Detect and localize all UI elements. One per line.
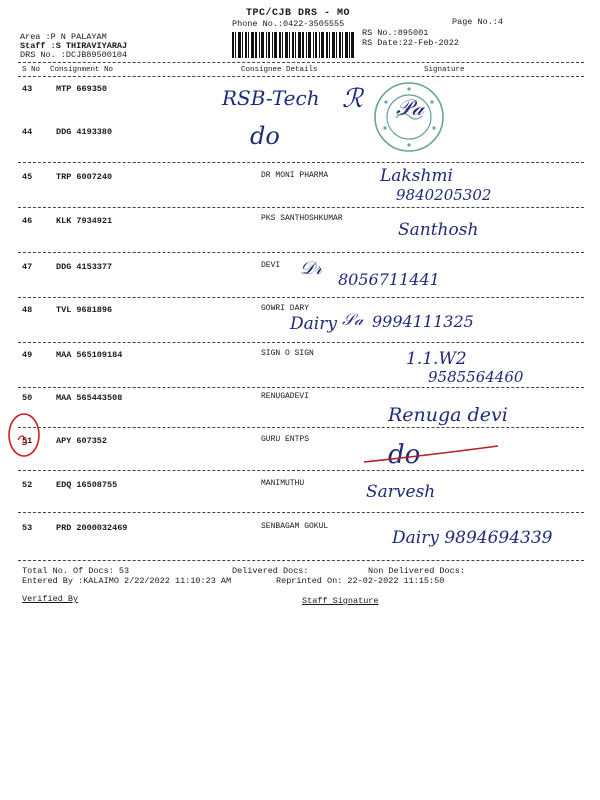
row-consignment: EDQ 16508755 xyxy=(56,480,118,490)
divider xyxy=(18,342,584,343)
row-consignment: TRP 6007240 xyxy=(56,172,113,182)
row-sno: 50 xyxy=(22,393,33,403)
row-sno: 47 xyxy=(22,262,33,272)
handwritten-phone: 8056711441 xyxy=(338,270,440,289)
rs-date: RS Date:22-Feb-2022 xyxy=(362,38,459,48)
total-docs: Total No. Of Docs: 53 xyxy=(22,566,130,576)
strike-mark xyxy=(362,440,502,470)
handwritten-phone: 9585564460 xyxy=(428,368,524,386)
row-consignment: MTP 669350 xyxy=(56,84,108,94)
row-sno: 44 xyxy=(22,127,33,137)
column-header-signature: Signature xyxy=(424,66,465,74)
divider xyxy=(18,162,584,163)
reprinted-on: Reprinted On: 22-02-2022 11:15:50 xyxy=(276,576,445,586)
red-circle-mark xyxy=(6,410,42,460)
column-header-consignment: Consignment No xyxy=(50,66,114,74)
column-header-sno: S No xyxy=(22,66,41,74)
staff-signature-label: Staff Signature xyxy=(302,596,379,606)
row-consignment: DDG 4193380 xyxy=(56,127,113,137)
entered-by: Entered By :KALAIMO 2/22/2022 11:10:23 AM xyxy=(22,576,232,586)
divider xyxy=(18,387,584,388)
row-consignee: SIGN O SIGN xyxy=(261,349,314,358)
row-consignee: MANIMUTHU xyxy=(261,479,305,488)
row-sno: 46 xyxy=(22,216,33,226)
column-header-consignee: Consignee Details xyxy=(241,66,318,74)
row-consignee: RENUGADEVI xyxy=(261,392,310,401)
divider xyxy=(18,207,584,208)
row-consignee: DEVI xyxy=(261,261,281,270)
handwritten-note: Dairy xyxy=(290,314,337,334)
rs-number: RS No.:895001 xyxy=(362,28,429,38)
delivered-docs: Delivered Docs: xyxy=(232,566,309,576)
handwritten-signature: Lakshmi xyxy=(380,166,453,186)
divider xyxy=(18,76,584,77)
divider xyxy=(18,470,584,471)
row-sno: 53 xyxy=(22,523,33,533)
row-consignment: DDG 4153377 xyxy=(56,262,113,272)
staff-label: Staff :S THIRAVIYARAJ xyxy=(20,41,128,51)
verified-by-label: Verified By xyxy=(22,594,79,604)
handwritten-note: RSB-Tech xyxy=(222,86,320,110)
non-delivered-docs: Non Delivered Docs: xyxy=(368,566,465,576)
divider xyxy=(18,252,584,253)
document-title: TPC/CJB DRS - MO xyxy=(246,8,351,19)
barcode-image xyxy=(232,32,354,58)
row-sno: 43 xyxy=(22,84,33,94)
handwritten-signature: Santhosh xyxy=(398,220,479,240)
row-consignee: SENBAGAM GOKUL xyxy=(261,522,329,531)
handwritten-phone: 9840205302 xyxy=(396,186,492,204)
handwritten-signature: ℛ xyxy=(342,84,363,114)
row-consignee: PKS SANTHOSHKUMAR xyxy=(261,214,343,223)
area-label: Area :P N PALAYAM xyxy=(20,32,107,42)
row-sno: 51 xyxy=(22,436,33,446)
drs-number: DRS No. :DCJB89500104 xyxy=(20,50,128,60)
divider xyxy=(18,297,584,298)
handwritten-signature: 𝒮𝒶 xyxy=(342,310,364,329)
handwritten-note: do xyxy=(250,122,280,150)
row-consignment: MAA 565109184 xyxy=(56,350,123,360)
row-sno: 49 xyxy=(22,350,33,360)
handwritten-phone: 9994111325 xyxy=(372,312,474,331)
divider xyxy=(18,560,584,561)
row-consignee: GURU ENTPS xyxy=(261,435,310,444)
handwritten-signature: 1.1.W2 xyxy=(406,349,467,369)
phone-number: Phone No.:0422-3505555 xyxy=(232,19,345,29)
divider xyxy=(18,427,584,428)
divider xyxy=(18,512,584,513)
page-number: Page No.:4 xyxy=(452,17,504,27)
row-sno: 45 xyxy=(22,172,33,182)
row-consignee: DR MONI PHARMA xyxy=(261,171,329,180)
handwritten-signature: Sarvesh xyxy=(366,482,436,502)
handwritten-signature: Dairy 9894694339 xyxy=(392,528,553,548)
row-sno: 48 xyxy=(22,305,33,315)
row-sno: 52 xyxy=(22,480,33,490)
row-consignment: TVL 9681896 xyxy=(56,305,113,315)
row-consignee: GOWRI DARY xyxy=(261,304,310,313)
handwritten-signature: Renuga devi xyxy=(388,404,508,426)
divider xyxy=(18,62,584,63)
row-consignment: MAA 565443508 xyxy=(56,393,123,403)
row-consignment: APY 607352 xyxy=(56,436,108,446)
row-consignment: PRD 2000032469 xyxy=(56,523,128,533)
handwritten-note: do xyxy=(388,440,421,470)
row-consignment: KLK 7934921 xyxy=(56,216,113,226)
handwritten-signature: 𝒟𝓇 xyxy=(300,258,322,279)
handwritten-signature: 𝒫𝒶 xyxy=(396,96,424,121)
